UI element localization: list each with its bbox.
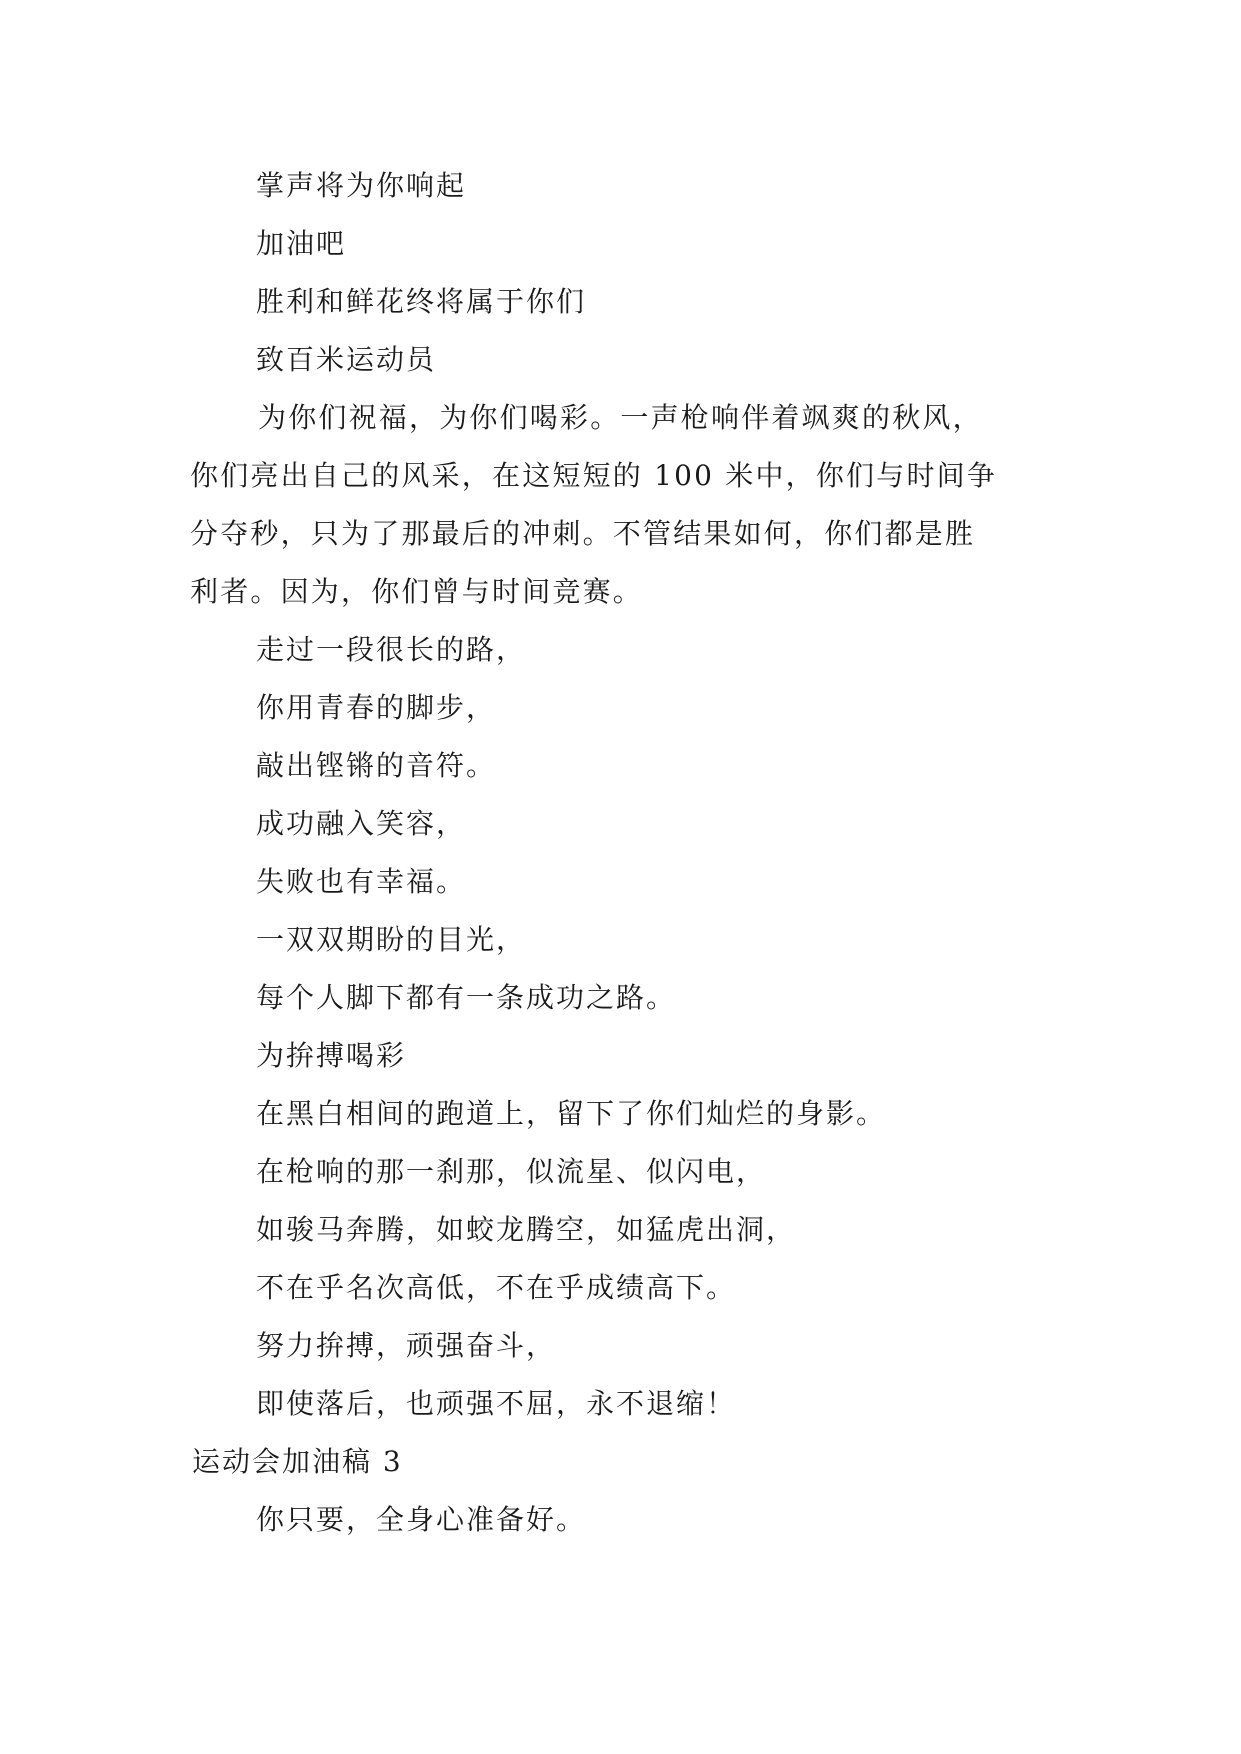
poem-line: 你用青春的脚步， [256, 691, 497, 724]
paragraph-line: 利者。因为，你们曾与时间竞赛。 [190, 575, 644, 608]
poem-line: 在枪响的那一刹那，似流星、似闪电， [256, 1155, 767, 1188]
poem-line: 敲出铿锵的音符。 [256, 749, 497, 782]
poem-line: 在黑白相间的跑道上，留下了你们灿烂的身影。 [256, 1097, 887, 1130]
poem-line: 走过一段很长的路， [256, 633, 527, 666]
poem-line: 即使落后，也顽强不屈，永不退缩！ [256, 1387, 737, 1420]
section-heading: 为拚搏喝彩 [256, 1039, 407, 1072]
text-line: 胜利和鲜花终将属于你们 [256, 285, 587, 318]
paragraph-line: 你们亮出自己的风采，在这短短的 100 米中，你们与时间争 [190, 459, 998, 492]
text-line: 加油吧 [256, 227, 347, 260]
document-heading: 运动会加油稿 3 [192, 1445, 403, 1478]
paragraph-line: 分夺秒，只为了那最后的冲刺。不管结果如何，你们都是胜 [190, 517, 976, 550]
poem-line: 每个人脚下都有一条成功之路。 [256, 981, 677, 1014]
text-line: 掌声将为你响起 [256, 169, 467, 202]
poem-line: 成功融入笑容， [256, 807, 467, 840]
poem-line: 不在乎名次高低，不在乎成绩高下。 [256, 1271, 737, 1304]
section-heading: 致百米运动员 [256, 343, 437, 376]
poem-line: 失败也有幸福。 [256, 865, 467, 898]
poem-line: 一双双期盼的目光， [256, 923, 527, 956]
paragraph-line: 为你们祝福，为你们喝彩。一声枪响伴着飒爽的秋风， [258, 401, 983, 434]
poem-line: 如骏马奔腾，如蛟龙腾空，如猛虎出洞， [256, 1213, 797, 1246]
poem-line: 努力拚搏，顽强奋斗， [256, 1329, 557, 1362]
poem-line: 你只要，全身心准备好。 [256, 1503, 587, 1536]
